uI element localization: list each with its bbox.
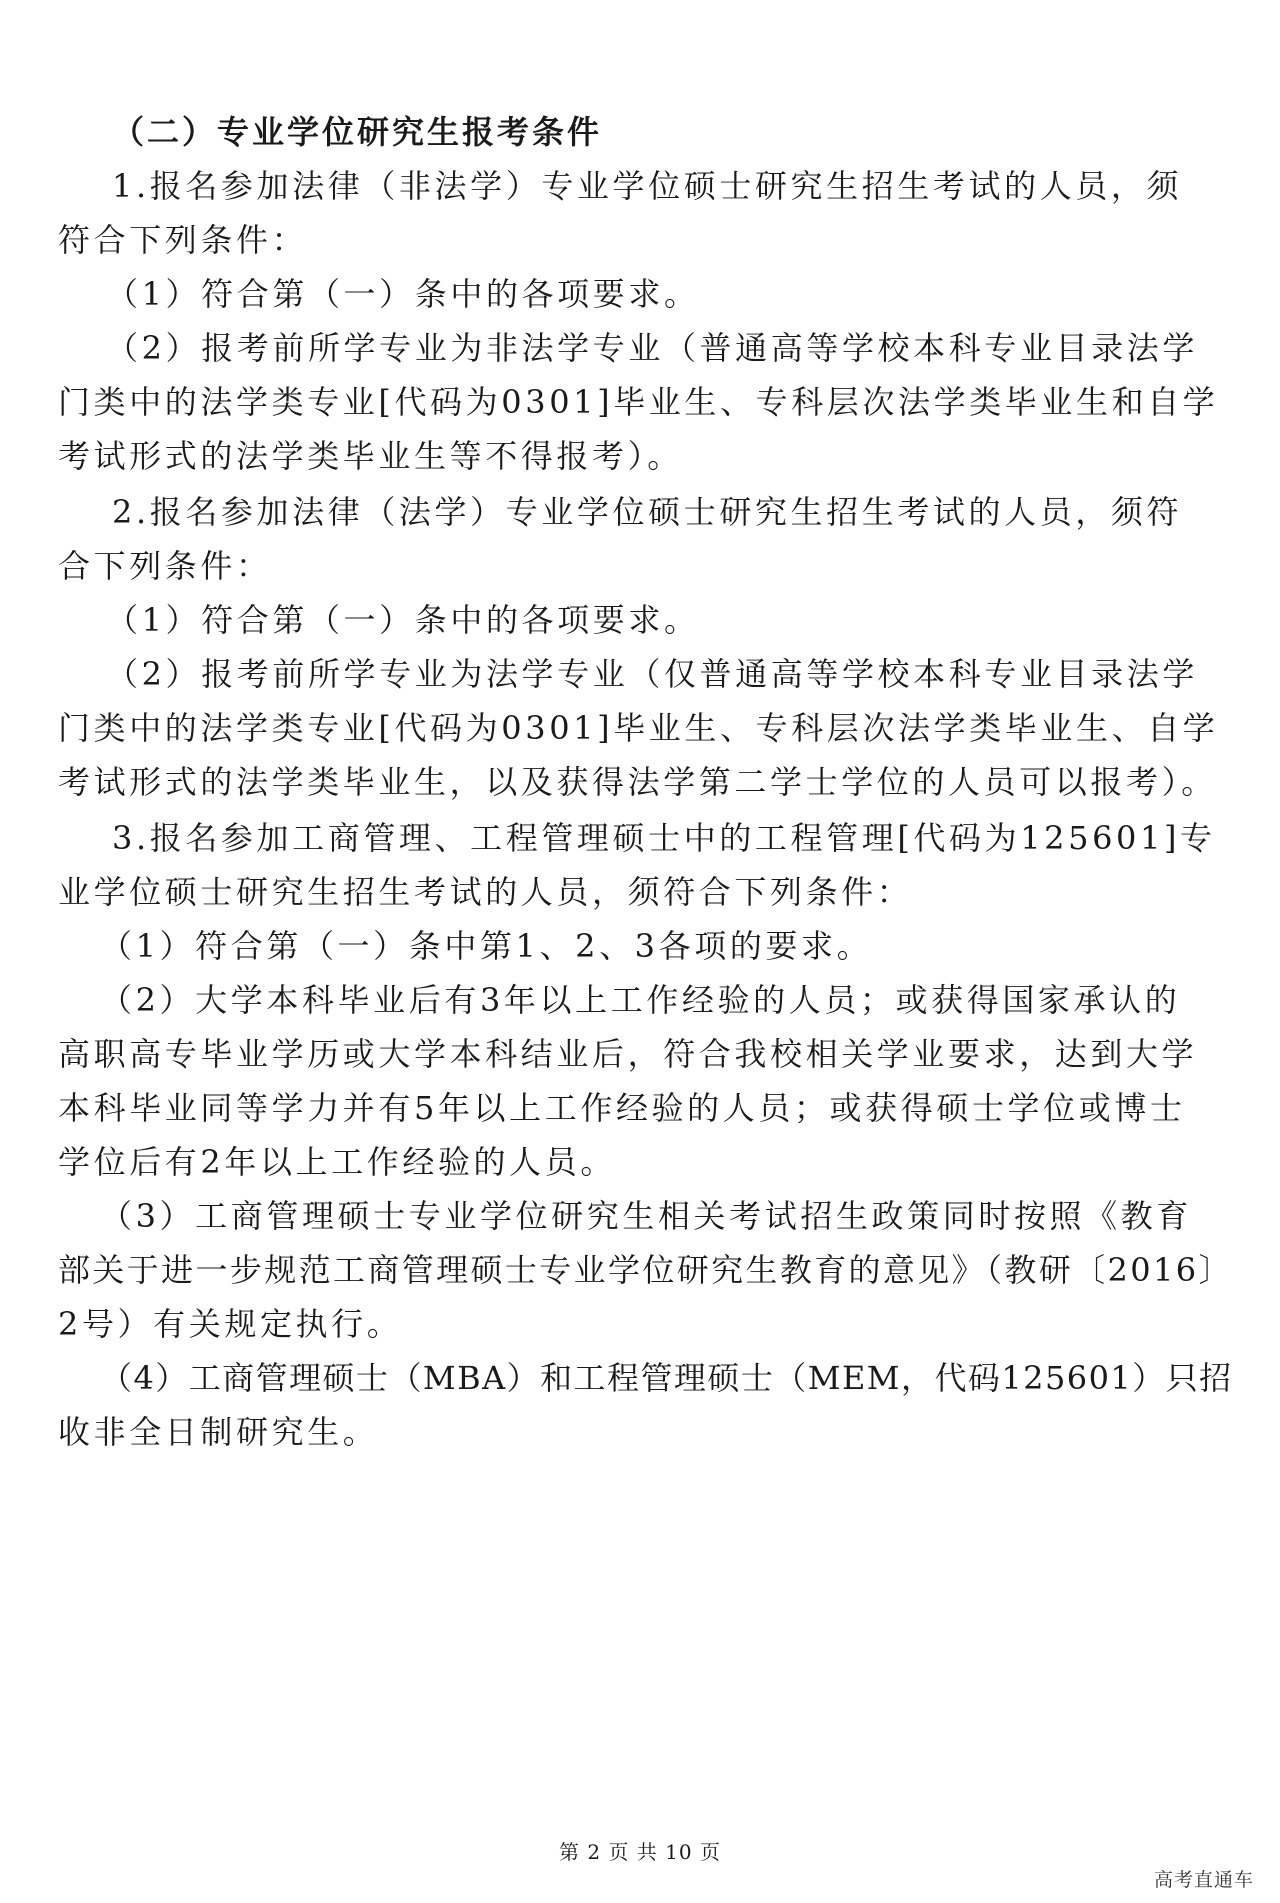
watermark-label: 高考直通车 (1148, 1866, 1260, 1894)
paragraph-line: 门类中的法学类专业[代码为0301]毕业生、专科层次法学类毕业生和自学 (58, 383, 1219, 421)
page-number-footer: 第 2 页 共 10 页 (559, 1840, 721, 1864)
paragraph-line: 高职高专毕业学历或大学本科结业后，符合我校相关学业要求，达到大学 (58, 1035, 1198, 1073)
paragraph-line: （3）工商管理硕士专业学位研究生相关考试招生政策同时按照《教育 (100, 1197, 1192, 1235)
paragraph-line: 部关于进一步规范工商管理硕士专业学位研究生教育的意见》（教研〔2016〕 (58, 1251, 1233, 1289)
paragraph-line: （1）符合第（一）条中的各项要求。 (106, 601, 700, 639)
paragraph-line: （2）报考前所学专业为法学专业（仅普通高等学校本科专业目录法学 (106, 655, 1198, 693)
paragraph-line: 收非全日制研究生。 (58, 1413, 379, 1451)
paragraph-line: 本科毕业同等学力并有5年以上工作经验的人员；或获得硕士学位或博士 (58, 1089, 1186, 1127)
paragraph-line: 符合下列条件： (58, 221, 308, 259)
paragraph-line: 合下列条件： (58, 547, 272, 585)
paragraph-line: 门类中的法学类专业[代码为0301]毕业生、专科层次法学类毕业生、自学 (58, 709, 1219, 747)
paragraph-line: 业学位硕士研究生招生考试的人员，须符合下列条件： (58, 873, 913, 911)
paragraph-line: （2）大学本科毕业后有3年以上工作经验的人员；或获得国家承认的 (100, 981, 1181, 1019)
paragraph-line: （4）工商管理硕士（MBA）和工程管理硕士（MEM，代码125601）只招 (100, 1359, 1233, 1397)
paragraph-line: 考试形式的法学类毕业生，以及获得法学第二学士学位的人员可以报考）。 (58, 763, 1217, 801)
section-heading: （二）专业学位研究生报考条件 (112, 113, 603, 151)
paragraph-line: 2.报名参加法律（法学）专业学位硕士研究生招生考试的人员，须符 (112, 493, 1183, 531)
paragraph-line: 3.报名参加工商管理、工程管理硕士中的工程管理[代码为125601]专 (112, 819, 1216, 857)
paragraph-line: 学位后有2年以上工作经验的人员。 (58, 1143, 616, 1181)
paragraph-line: （1）符合第（一）条中第1、2、3各项的要求。 (100, 927, 873, 965)
paragraph-line: （1）符合第（一）条中的各项要求。 (106, 275, 700, 313)
paragraph-line: 考试形式的法学类毕业生等不得报考）。 (58, 437, 683, 475)
paragraph-line: （2）报考前所学专业为非法学专业（普通高等学校本科专业目录法学 (106, 329, 1198, 367)
paragraph-line: 2号）有关规定执行。 (58, 1305, 403, 1343)
paragraph-line: 1.报名参加法律（非法学）专业学位硕士研究生招生考试的人员，须 (112, 167, 1183, 205)
